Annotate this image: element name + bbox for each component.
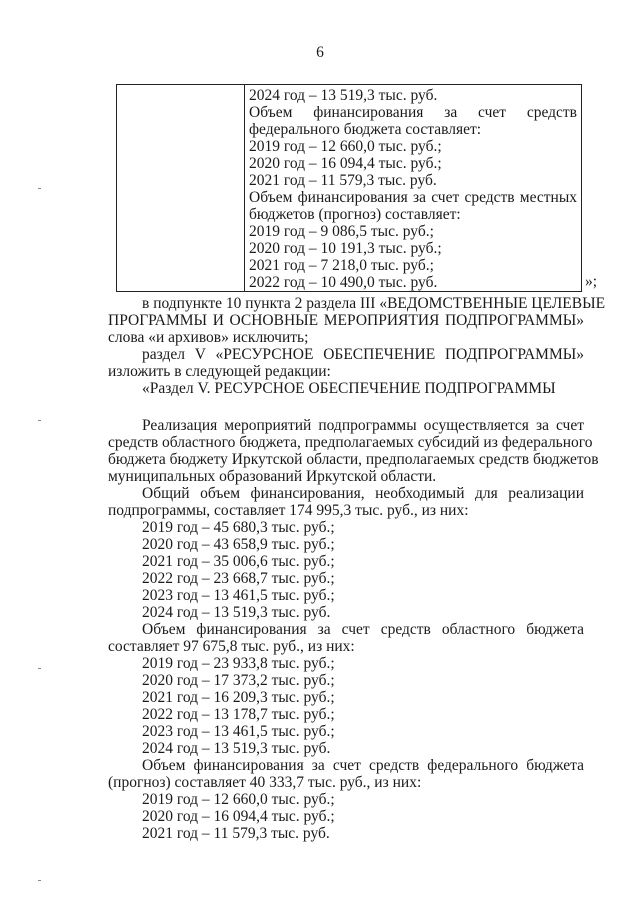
paragraph-line: Общий объем финансирования, необходимый для реализации bbox=[142, 485, 584, 502]
year-amount-line: 2022 год – 23 668,7 тыс. руб.; bbox=[142, 570, 335, 587]
year-amount-line: 2023 год – 13 461,5 тыс. руб.; bbox=[142, 723, 335, 740]
table-line: 2020 год – 16 094,4 тыс. руб.; bbox=[249, 155, 442, 172]
amendment-item: ПРОГРАММЫ И ОСНОВНЫЕ МЕРОПРИЯТИЯ ПОДПРОГРАММЫ» bbox=[108, 312, 584, 329]
table-line: 2019 год – 12 660,0 тыс. руб.; bbox=[249, 138, 442, 155]
table-line: 2021 год – 7 218,0 тыс. руб.; bbox=[249, 257, 434, 274]
scan-speck bbox=[38, 668, 41, 669]
page-number: 6 bbox=[316, 44, 324, 61]
table-closing-quote: »; bbox=[585, 273, 598, 290]
table-line: 2019 год – 9 086,5 тыс. руб.; bbox=[249, 223, 434, 240]
section-heading: «Раздел V. РЕСУРСНОЕ ОБЕСПЕЧЕНИЕ ПОДПРОГРАММЫ bbox=[142, 380, 556, 397]
paragraph-line: подпрограммы, составляет 174 995,3 тыс. руб., из них: bbox=[108, 502, 469, 519]
table-line: Объем финансирования за счет средств местных bbox=[249, 189, 577, 206]
year-amount-line: 2023 год – 13 461,5 тыс. руб.; bbox=[142, 587, 335, 604]
table-line: федерального бюджета составляет: bbox=[249, 121, 482, 138]
year-amount-line: 2024 год – 13 519,3 тыс. руб. bbox=[142, 604, 331, 621]
amendment-item: в подпункте 10 пункта 2 раздела III «ВЕДОМСТВЕННЫЕ ЦЕЛЕВЫЕ bbox=[142, 295, 606, 312]
year-amount-line: 2020 год – 16 094,4 тыс. руб.; bbox=[142, 808, 335, 825]
year-amount-line: 2019 год – 45 680,3 тыс. руб.; bbox=[142, 519, 335, 536]
table-line: 2024 год – 13 519,3 тыс. руб. bbox=[249, 87, 438, 104]
year-amount-line: 2021 год – 16 209,3 тыс. руб.; bbox=[142, 689, 335, 706]
paragraph-line: Объем финансирования за счет средств областного бюджета bbox=[142, 621, 584, 638]
paragraph-line: бюджета бюджету Иркутской области, предполагаемых средств бюджетов bbox=[108, 451, 599, 468]
year-amount-line: 2020 год – 17 373,2 тыс. руб.; bbox=[142, 672, 335, 689]
year-amount-line: 2021 год – 35 006,6 тыс. руб.; bbox=[142, 553, 335, 570]
paragraph-line: муниципальных образований Иркутской области. bbox=[108, 468, 437, 485]
year-amount-line: 2024 год – 13 519,3 тыс. руб. bbox=[142, 740, 331, 757]
year-amount-line: 2022 год – 13 178,7 тыс. руб.; bbox=[142, 706, 335, 723]
table-line: 2021 год – 11 579,3 тыс. руб. bbox=[249, 172, 437, 189]
year-amount-line: 2019 год – 12 660,0 тыс. руб.; bbox=[142, 791, 335, 808]
scan-speck bbox=[38, 188, 41, 189]
table-continuation bbox=[116, 84, 582, 292]
amendment-item: раздел V «РЕСУРСНОЕ ОБЕСПЕЧЕНИЕ ПОДПРОГРАММЫ» bbox=[142, 346, 584, 363]
scan-speck bbox=[38, 420, 41, 421]
amendment-item: слова «и архивов» исключить; bbox=[108, 329, 309, 346]
year-amount-line: 2021 год – 11 579,3 тыс. руб. bbox=[142, 825, 330, 842]
table-line: бюджетов (прогноз) составляет: bbox=[249, 206, 461, 223]
table-line: 2022 год – 10 490,0 тыс. руб. bbox=[249, 274, 438, 291]
amendment-item: изложить в следующей редакции: bbox=[108, 363, 331, 380]
year-amount-line: 2020 год – 43 658,9 тыс. руб.; bbox=[142, 536, 335, 553]
paragraph-line: составляет 97 675,8 тыс. руб., из них: bbox=[108, 638, 355, 655]
year-amount-line: 2019 год – 23 933,8 тыс. руб.; bbox=[142, 655, 335, 672]
table-cell-text bbox=[249, 87, 577, 291]
scan-speck bbox=[38, 880, 41, 881]
paragraph-line: средств областного бюджета, предполагаемых субсидий из федерального bbox=[108, 434, 593, 451]
paragraph-line: (прогноз) составляет 40 333,7 тыс. руб., из них: bbox=[108, 774, 422, 791]
table-line: Объем финансирования за счет средств bbox=[249, 104, 577, 121]
table-column-divider bbox=[244, 85, 245, 291]
paragraph-line: Объем финансирования за счет средств федерального бюджета bbox=[142, 757, 584, 774]
table-line: 2020 год – 10 191,3 тыс. руб.; bbox=[249, 240, 442, 257]
paragraph-line: Реализация мероприятий подпрограммы осуществляется за счет bbox=[142, 417, 584, 434]
